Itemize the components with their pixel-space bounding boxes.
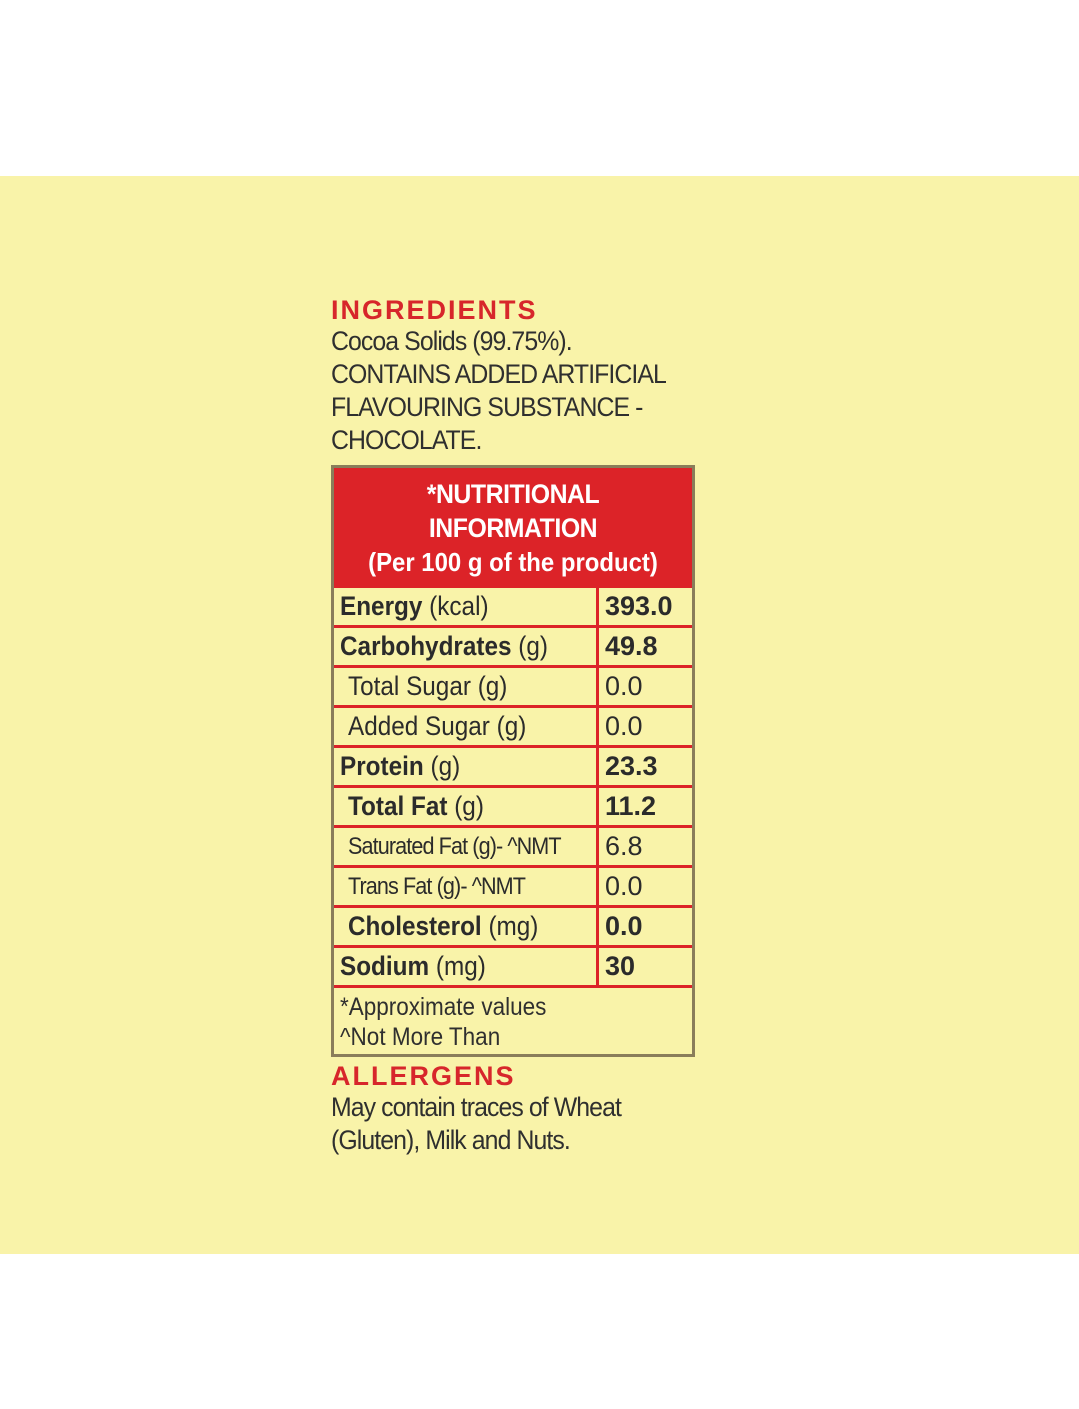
- nutrient-label: Total Sugar (g): [334, 667, 598, 707]
- nutrient-value: 11.2: [598, 787, 693, 827]
- nutrient-value: 393.0: [598, 588, 693, 627]
- ingredients-line: CONTAINS ADDED ARTIFICIAL: [331, 359, 666, 389]
- nutrient-value: 0.0: [598, 867, 693, 907]
- nutrient-value: 30: [598, 947, 693, 987]
- table-row: [334, 907, 692, 947]
- nutrient-value: 23.3: [598, 747, 693, 787]
- ingredients-heading: INGREDIENTS: [331, 295, 538, 325]
- table-row: [334, 588, 692, 627]
- nutrient-value: 0.0: [598, 667, 693, 707]
- nutrition-header: [334, 468, 692, 588]
- nutrition-title: *NUTRITIONAL INFORMATION: [426, 479, 600, 543]
- table-row: [334, 627, 692, 667]
- table-row: [334, 867, 692, 907]
- ingredients-text: [331, 325, 695, 457]
- allergens-section: [331, 1061, 695, 1157]
- allergens-line: May contain traces of Wheat: [331, 1092, 621, 1122]
- nutrient-label: Sodium (mg): [334, 947, 598, 987]
- nutrient-label: Carbohydrates (g): [334, 627, 598, 667]
- nutrient-value: 0.0: [598, 907, 693, 947]
- allergens-heading: ALLERGENS: [331, 1061, 516, 1091]
- table-row: [334, 707, 692, 747]
- ingredients-line: CHOCOLATE.: [331, 425, 482, 455]
- nutrient-label: Saturated Fat (g)- ^NMT: [334, 827, 598, 867]
- nutrition-grid: [334, 588, 692, 988]
- nutrition-subtitle: (Per 100 g of the product): [368, 547, 658, 577]
- allergens-line: (Gluten), Milk and Nuts.: [331, 1125, 570, 1155]
- footnote: *Approximate values: [340, 993, 547, 1021]
- table-row: [334, 787, 692, 827]
- nutrient-label: Trans Fat (g)- ^NMT: [334, 867, 598, 907]
- table-row: [334, 667, 692, 707]
- table-row: [334, 747, 692, 787]
- product-label: [331, 295, 695, 1157]
- footnote: ^Not More Than: [340, 1023, 501, 1051]
- nutrient-value: 0.0: [598, 707, 693, 747]
- nutrition-notes: [334, 988, 692, 1054]
- ingredients-line: Cocoa Solids (99.75%).: [331, 326, 572, 356]
- nutrient-label: Energy (kcal): [334, 588, 598, 627]
- ingredients-line: FLAVOURING SUBSTANCE -: [331, 392, 643, 422]
- nutrient-label: Total Fat (g): [334, 787, 598, 827]
- table-row: [334, 947, 692, 987]
- nutrient-label: Cholesterol (mg): [334, 907, 598, 947]
- nutrition-table: [331, 465, 695, 1057]
- table-row: [334, 827, 692, 867]
- nutrient-label: Added Sugar (g): [334, 707, 598, 747]
- nutrient-value: 49.8: [598, 627, 693, 667]
- nutrient-label: Protein (g): [334, 747, 598, 787]
- nutrient-value: 6.8: [598, 827, 693, 867]
